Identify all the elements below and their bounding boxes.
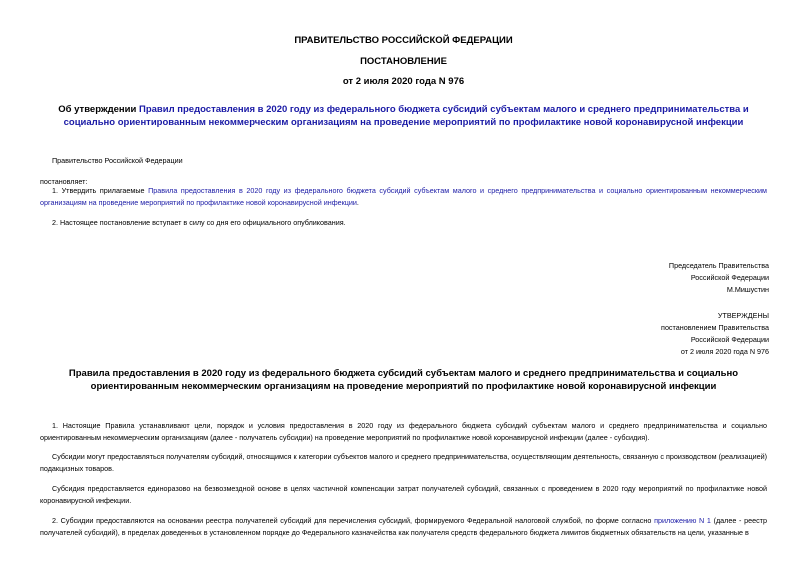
approved-line-4: от 2 июля 2020 года N 976 bbox=[680, 347, 769, 356]
rules-p4-prefix: 2. Субсидии предоставляются на основании реестра получателей субсидий для перечисления субсидий, формируемого Федеральной налоговой службой, по форме согласно bbox=[52, 516, 655, 525]
signature-block bbox=[589, 260, 769, 296]
header-org: ПРАВИТЕЛЬСТВО РОССИЙСКОЙ ФЕДЕРАЦИИ bbox=[294, 35, 513, 46]
item-1-prefix: 1. Утвердить прилагаемые bbox=[52, 186, 149, 195]
title-rules-link[interactable]: Правил предоставления в 2020 году из федерального бюджета субсидий субъектам малого и среднего предпринимательства и социально ориентированным некоммерческим организациям на проведение мероприятий по профилактике новой коронавирусной инфекции bbox=[63, 104, 749, 128]
item-1 bbox=[40, 185, 767, 209]
item-2: 2. Настоящее постановление вступает в силу со дня его официального опубликования. bbox=[52, 218, 346, 227]
rules-title: Правила предоставления в 2020 году из федерального бюджета субсидий субъектам малого и среднего предпринимательства и социально ориентированным некоммерческим организациям на проведение мероприятий по профилактике новой коронавирусной инфекции bbox=[68, 368, 739, 392]
header-date-number: от 2 июля 2020 года N 976 bbox=[342, 76, 465, 87]
approved-line-3: Российской Федерации bbox=[690, 335, 769, 344]
document-title bbox=[40, 103, 767, 129]
item-1-suffix: . bbox=[356, 198, 359, 207]
item-1-rules-link[interactable]: Правила предоставления в 2020 году из федерального бюджета субсидий субъектам малого и среднего предпринимательства и социально ориентированным некоммерческим организациям на проведение мероприятий по профилактике новой коронавирусной инфекции bbox=[40, 186, 767, 207]
rules-paragraph-3: Субсидия предоставляется единоразово на безвозмездной основе в целях частичной компенсации затрат получателей субсидий, связанных с проведением в 2020 году мероприятий по профилактике новой коронавирусной инфекции. bbox=[40, 484, 767, 505]
approved-line-1: УТВЕРЖДЕНЫ bbox=[717, 311, 769, 320]
rules-paragraph-1: 1. Настоящие Правила устанавливают цели, порядок и условия предоставления в 2020 году из федерального бюджета субсидий субъектам малого и среднего предпринимательства и социально ориентированным некоммерческим организациям (далее - получатель субсидии) на проведение мероприятий по профилактике новой коронавирусной инфекции (далее - субсидия). bbox=[40, 421, 767, 442]
government-text: Правительство Российской Федерации bbox=[52, 156, 183, 165]
approved-line-2: постановлением Правительства bbox=[661, 323, 769, 332]
resolves-text: постановляет: bbox=[40, 177, 88, 186]
title-prefix: Об утверждении bbox=[58, 104, 139, 115]
rules-paragraph-2: Субсидии могут предоставляться получателям субсидий, относящимся к категории субъектов малого и среднего предпринимательства, осуществляющим деятельность, связанную с производством (реализацией) подакцизных товаров. bbox=[40, 452, 767, 473]
rules-paragraph-4 bbox=[40, 515, 767, 539]
signature-line-2: Российской Федерации bbox=[690, 273, 769, 282]
approved-block bbox=[589, 310, 769, 358]
header-doc-type: ПОСТАНОВЛЕНИЕ bbox=[360, 56, 447, 67]
signature-line-1: Председатель Правительства bbox=[668, 261, 769, 270]
signature-line-3: М.Мишустин bbox=[726, 285, 769, 294]
rules-p4-suffix: (далее - реестр получателей субсидий), в пределах доведенных в установленном порядке до Федерального казначейства как получателя средств федерального бюджета лимитов бюджетных обязательств на цели, указанные в bbox=[40, 516, 767, 537]
appendix-1-link[interactable]: приложению N 1 bbox=[654, 516, 711, 525]
